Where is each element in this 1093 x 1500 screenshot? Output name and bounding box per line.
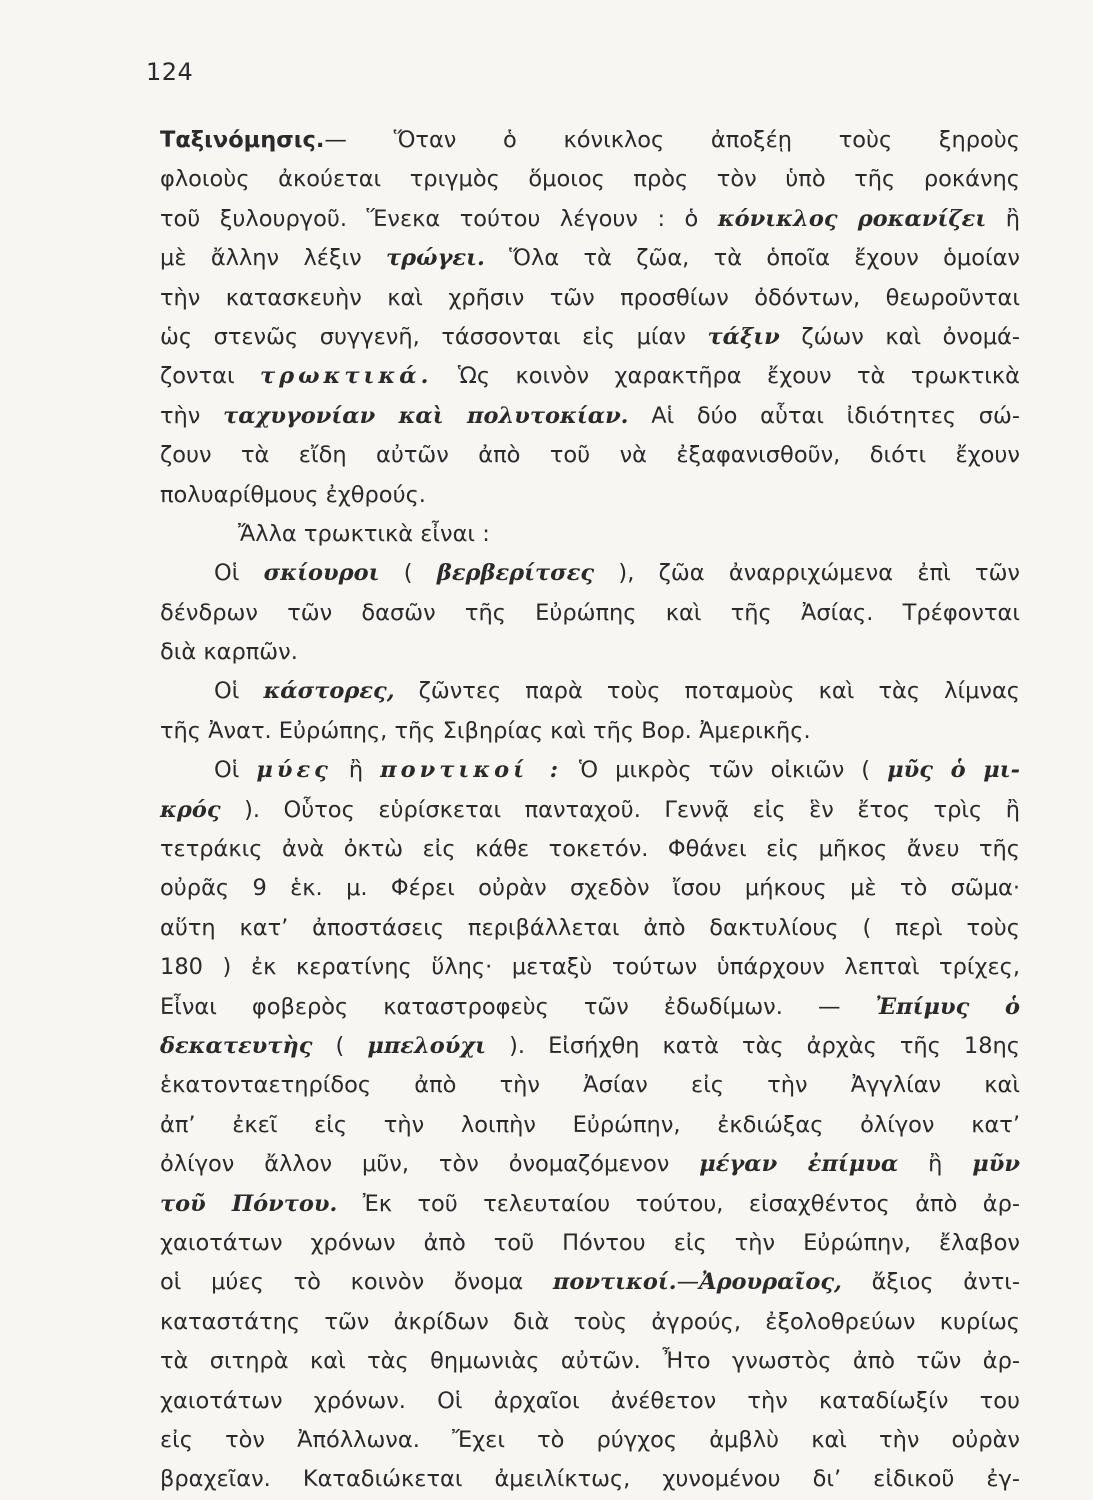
text-segment: τῆς Ἀνατ. Εὐρώπης, τῆς Σιβηρίας καὶ τῆς Βορ. Ἀμερικῆς. xyxy=(160,717,811,744)
text-segment: ἢ xyxy=(331,757,381,784)
text-segment: χαιοτάτων χρόνων. Οἱ ἀρχαῖοι ἀνέθετον τὴν καταδίωξίν του xyxy=(160,1387,1020,1414)
emphasized-term: μπελούχι xyxy=(367,1032,487,1059)
emphasized-term: ποντικοί. xyxy=(552,1269,677,1296)
text-segment: ( xyxy=(312,1032,368,1059)
text-segment: Οἱ xyxy=(214,757,257,784)
text-segment: ζουν τὰ εἴδη αὐτῶν ἀπὸ τοῦ νὰ ἐξαφανισθοῦν, διότι ἔχουν xyxy=(160,442,1020,469)
text-segment: μὲ ἄλλην λέξιν xyxy=(160,245,387,272)
text-line xyxy=(160,200,1020,239)
text-line xyxy=(160,1382,1020,1421)
text-segment: οὐρᾶς 9 ἑκ. μ. Φέρει οὐρὰν σχεδὸν ἴσου μήκους μὲ τὸ σῶμα· xyxy=(160,875,1020,902)
text-line xyxy=(160,476,1020,515)
text-segment: τὰ σιτηρὰ καὶ τὰς θημωνιὰς αὐτῶν. Ἦτο γνωστὸς ἀπὸ τῶν ἀρ- xyxy=(160,1348,1020,1375)
text-line xyxy=(160,318,1020,357)
text-segment: τοῦ ξυλουργοῦ. Ἕνεκα τούτου λέγουν : ὁ xyxy=(160,205,718,232)
body-text xyxy=(160,121,1020,1500)
emphasized-term: τοῦ Πόντου. xyxy=(160,1190,338,1217)
text-segment: Οἱ xyxy=(214,560,264,587)
text-line xyxy=(160,712,1020,751)
text-line xyxy=(160,1145,1020,1184)
emphasized-term: Ἀρουραῖος, xyxy=(699,1269,842,1296)
text-line xyxy=(160,672,1020,711)
emphasized-term: Ταξινόμησις. xyxy=(160,127,325,153)
text-line xyxy=(160,436,1020,475)
emphasized-term: ποντικοί : xyxy=(380,757,563,784)
emphasized-term: τρωκτικά. xyxy=(260,363,433,390)
text-segment: βραχεῖαν. Καταδιώκεται ἀμειλίκτως, χυνομένου δι’ εἰδικοῦ ἐγ- xyxy=(160,1466,1020,1493)
text-line xyxy=(160,1421,1020,1460)
text-segment: — Ὅταν ὁ κόνικλος ἀποξέῃ τοὺς ξηροὺς xyxy=(324,127,1020,153)
text-line xyxy=(160,948,1020,987)
text-segment: δένδρων τῶν δασῶν τῆς Εὐρώπης καὶ τῆς Ἀσίας. Τρέφονται xyxy=(160,599,1020,626)
emphasized-term: κάστορες, xyxy=(263,678,395,705)
text-segment: Αἱ δύο αὗται ἰδιότητες σώ- xyxy=(628,402,1021,429)
text-line xyxy=(160,1027,1020,1066)
text-line xyxy=(160,279,1020,318)
emphasized-term: τάξιν xyxy=(707,323,780,350)
text-line xyxy=(160,160,1020,199)
text-segment: Οἱ xyxy=(214,678,264,705)
text-line xyxy=(160,554,1020,593)
text-line xyxy=(160,633,1020,672)
text-segment: ἑκατονταετηρίδος ἀπὸ τὴν Ἀσίαν εἰς τὴν Ἀγγλίαν καὶ xyxy=(160,1072,1020,1099)
text-segment: αὕτη κατ’ ἀποστάσεις περιβάλλεται ἀπὸ δακτυλίους ( περὶ τοὺς xyxy=(160,914,1020,941)
text-line xyxy=(160,791,1020,830)
text-segment: τὴν κατασκευὴν καὶ χρῆσιν τῶν προσθίων ὀδόντων, θεωροῦνται xyxy=(160,284,1020,311)
text-line xyxy=(160,909,1020,948)
emphasized-term: μέγαν ἐπίμυα xyxy=(699,1151,899,1178)
emphasized-term: μύες xyxy=(256,757,332,784)
text-segment: ). Εἰσήχθη κατὰ τὰς ἀρχὰς τῆς 18ης xyxy=(486,1032,1020,1059)
page-number: 124 xyxy=(146,58,194,86)
text-segment: ). Οὗτος εὑρίσκεται πανταχοῦ. Γεννᾷ εἰς ἓν ἔτος τρὶς ἢ xyxy=(220,796,1020,823)
text-line xyxy=(160,594,1020,633)
text-segment: Ἐκ τοῦ τελευταίου τούτου, εἰσαχθέντος ἀπὸ ἀρ- xyxy=(337,1190,1020,1217)
text-segment: ὡς στενῶς συγγενῆ, τάσσονται εἰς μίαν xyxy=(160,323,708,350)
text-segment: Ὅλα τὰ ζῶα, τὰ ὁποῖα ἔχουν ὁμοίαν xyxy=(484,245,1020,272)
text-line xyxy=(160,1303,1020,1342)
text-line xyxy=(160,869,1020,908)
text-line xyxy=(160,830,1020,869)
text-segment: τὴν xyxy=(160,402,224,429)
text-line xyxy=(160,1224,1020,1263)
emphasized-term: κόνικλος ροκανίζει xyxy=(717,205,987,232)
text-segment: ἢ xyxy=(986,205,1020,232)
text-line xyxy=(160,1106,1020,1145)
emphasized-term: δεκατευτὴς xyxy=(160,1032,313,1059)
text-segment: Ὡς κοινὸν χαρακτῆρα ἔχουν τὰ τρωκτικὰ xyxy=(432,363,1020,390)
emphasized-term: βερβερίτσες xyxy=(436,560,595,587)
text-segment: χαιοτάτων χρόνων ἀπὸ τοῦ Πόντου εἰς τὴν Εὐρώπην, ἔλαβον xyxy=(160,1229,1020,1256)
text-segment: εἰς τὸν Ἀπόλλωνα. Ἔχει τὸ ρύγχος ἀμβλὺ καὶ τὴν οὐρὰν xyxy=(160,1426,1020,1453)
text-segment: ζώων καὶ ὀνομά- xyxy=(779,323,1020,350)
text-line xyxy=(160,357,1020,396)
text-segment: ), ζῶα ἀναρριχώμενα ἐπὶ τῶν xyxy=(594,560,1020,587)
emphasized-term: μῦς ὁ μι- xyxy=(887,757,1020,784)
text-segment: 180 ) ἐκ κερατίνης ὕλης· μεταξὺ τούτων ὑπάρχουν λεπταὶ τρίχες, xyxy=(160,954,1020,981)
emphasized-term: κρός xyxy=(160,796,221,823)
text-line xyxy=(160,1185,1020,1224)
emphasized-term: Ἐπίμυς ὁ xyxy=(875,993,1020,1020)
text-segment: ἢ xyxy=(898,1151,973,1178)
text-segment: φλοιοὺς ἀκούεται τριγμὸς ὅμοιος πρὸς τὸν ὑπὸ τῆς ροκάνης xyxy=(160,166,1020,193)
emphasized-term: ταχυγονίαν καὶ πολυτοκίαν. xyxy=(223,402,629,429)
text-line xyxy=(160,239,1020,278)
text-line xyxy=(160,121,1020,160)
text-segment: ( xyxy=(379,560,437,587)
text-segment: ζῶντες παρὰ τοὺς ποταμοὺς καὶ τὰς λίμνας xyxy=(394,678,1020,705)
text-segment: Ὁ μικρὸς τῶν οἰκιῶν ( xyxy=(562,757,888,784)
text-segment: ἄξιος ἀντι- xyxy=(841,1269,1020,1296)
text-segment: πολυαρίθμους ἐχθρούς. xyxy=(160,481,426,508)
text-line xyxy=(160,515,1020,554)
text-line xyxy=(160,1460,1020,1499)
emphasized-term: μῦν xyxy=(972,1151,1020,1178)
text-line xyxy=(160,751,1020,790)
emphasized-term: σκίουροι xyxy=(263,560,380,587)
text-segment: Εἶναι φοβερὸς καταστροφεὺς τῶν ἐδωδίμων. — xyxy=(160,993,876,1020)
text-line xyxy=(160,1066,1020,1105)
text-segment: καταστάτης τῶν ἀκρίδων διὰ τοὺς ἀγρούς, ἐξολοθρεύων κυρίως xyxy=(160,1308,1020,1335)
text-line xyxy=(160,1263,1020,1302)
text-line xyxy=(160,397,1020,436)
text-segment: — xyxy=(676,1269,700,1296)
text-segment: Ἄλλα τρωκτικὰ εἶναι : xyxy=(238,520,490,547)
text-line xyxy=(160,988,1020,1027)
text-segment: τετράκις ἀνὰ ὀκτὼ εἰς κάθε τοκετόν. Φθάνει εἰς μῆκος ἄνευ τῆς xyxy=(160,836,1020,863)
text-segment: ὀλίγον ἄλλον μῦν, τὸν ὀνομαζόμενον xyxy=(160,1151,700,1178)
text-segment: διὰ καρπῶν. xyxy=(160,639,298,666)
emphasized-term: τρώγει. xyxy=(386,245,485,272)
text-segment: οἱ μύες τὸ κοινὸν ὄνομα xyxy=(160,1269,553,1296)
text-line xyxy=(160,1342,1020,1381)
text-segment: ἀπ’ ἐκεῖ εἰς τὴν λοιπὴν Εὐρώπην, ἐκδιώξας ὀλίγον κατ’ xyxy=(160,1111,1020,1138)
text-segment: ζονται xyxy=(160,363,261,390)
